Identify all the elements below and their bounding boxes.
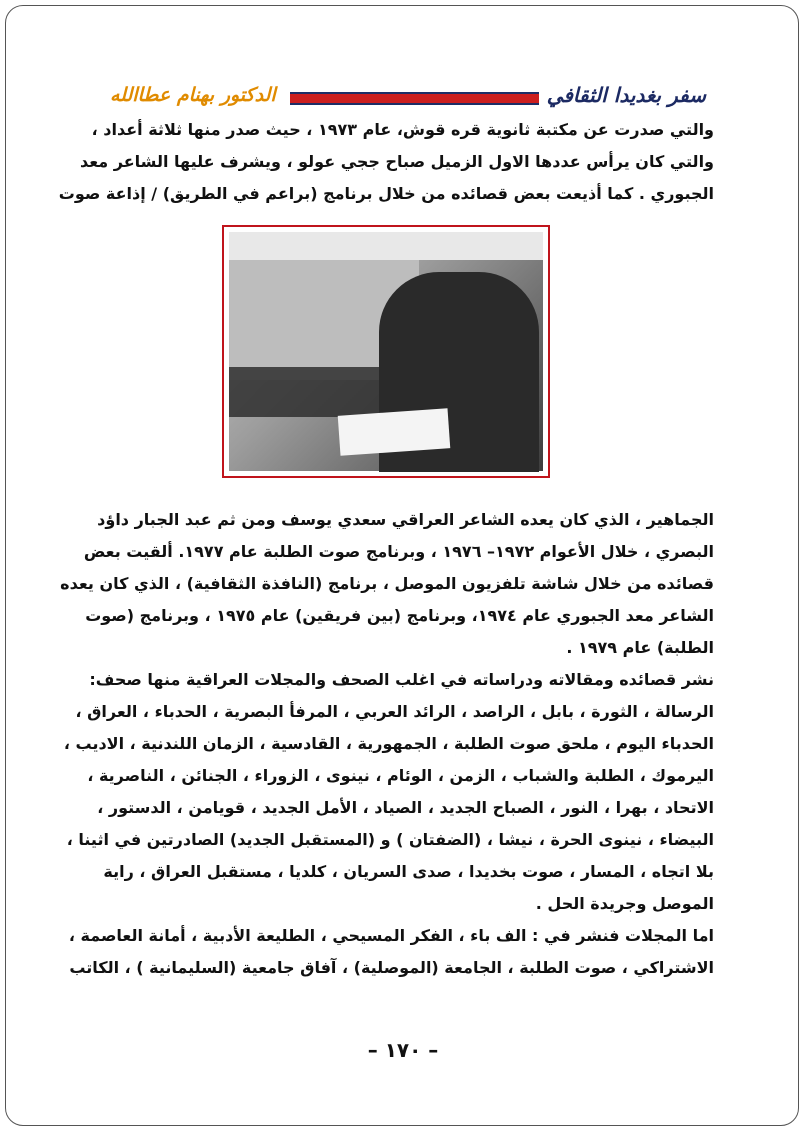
text-line: بلا اتجاه ، المسار ، صوت بخديدا ، صدى السريان ، كلديا ، مستقبل العراق ، راية xyxy=(103,862,714,881)
page-header xyxy=(96,80,714,114)
header-author: الدكتور بهنام عطاالله xyxy=(96,80,290,110)
body-text-bottom xyxy=(60,504,714,984)
text-line: البصري ، خلال الأعوام ١٩٧٢– ١٩٧٦ ، وبرنامج صوت الطلبة عام ١٩٧٧. ألقيت بعض xyxy=(83,542,714,561)
text-line: الرسالة ، الثورة ، بابل ، الراصد ، الرائد العربي ، المرفأ البصرية ، الحدباء ، العراق ، xyxy=(75,702,714,721)
photo-icon xyxy=(229,232,543,471)
text-line: الحدباء اليوم ، ملحق صوت الطلبة ، الجمهورية ، القادسية ، الزمان اللندنية ، الاديب ، xyxy=(63,734,714,753)
photo-paper xyxy=(338,408,451,456)
text-line: اما المجلات فنشر في : الف باء ، الفكر المسيحي ، الطليعة الأدبية ، أمانة العاصمة ، xyxy=(68,926,714,945)
photo-ceiling xyxy=(229,232,543,260)
text-line: قصائده من خلال شاشة تلفزيون الموصل ، برنامج (النافذة الثقافية) ، الذي كان يعده xyxy=(60,574,714,593)
photo-crowd xyxy=(229,367,379,417)
header-book-title: سفر بغديدا الثقافي xyxy=(539,80,714,110)
text-line: اليرموك ، الطلبة والشباب ، الزمن ، الوئام ، نينوى ، الزوراء ، الجنائن ، الناصرية ، xyxy=(87,766,714,785)
text-line: الطلبة) عام ١٩٧٩ . xyxy=(566,638,714,657)
text-line: والتي كان يرأس عددها الاول الزميل صباح ججي عولو ، ويشرف عليها الشاعر معد xyxy=(80,152,714,171)
text-line: الاتحاد ، بهرا ، النور ، الصباح الجديد ، الصياد ، الأمل الجديد ، قويامن ، الدستور ، xyxy=(97,798,714,817)
text-line: الاشتراكي ، صوت الطلبة ، الجامعة (الموصلية) ، آفاق جامعية (السليمانية ) ، الكاتب xyxy=(69,958,714,977)
page-number: – ١٧٠ – xyxy=(367,1038,439,1062)
text-line: الموصل وجريدة الحل . xyxy=(535,894,714,913)
text-line: نشر قصائده ومقالاته ودراساته في اغلب الصحف والمجلات العراقية منها صحف: xyxy=(89,670,714,689)
photo-frame xyxy=(222,225,550,478)
text-line: الجبوري . كما أذيعت بعض قصائده من خلال برنامج (براعم في الطريق) / إذاعة صوت xyxy=(58,184,714,203)
text-line: والتي صدرت عن مكتبة ثانوية قره قوش، عام ١٩٧٣ ، حيث صدر منها ثلاثة أعداد ، xyxy=(91,120,714,139)
text-line: البيضاء ، نينوى الحرة ، نيشا ، (الضفتان ) و (المستقبل الجديد) الصادرتين في اثينا ، xyxy=(66,830,714,849)
text-line: الجماهير ، الذي كان يعده الشاعر العراقي سعدي يوسف ومن ثم عبد الجبار داؤد xyxy=(97,510,714,529)
text-line: الشاعر معد الجبوري عام ١٩٧٤، وبرنامج (بين فريقين) عام ١٩٧٥ ، وبرنامج (صوت xyxy=(85,606,714,625)
body-text-top xyxy=(58,114,714,210)
